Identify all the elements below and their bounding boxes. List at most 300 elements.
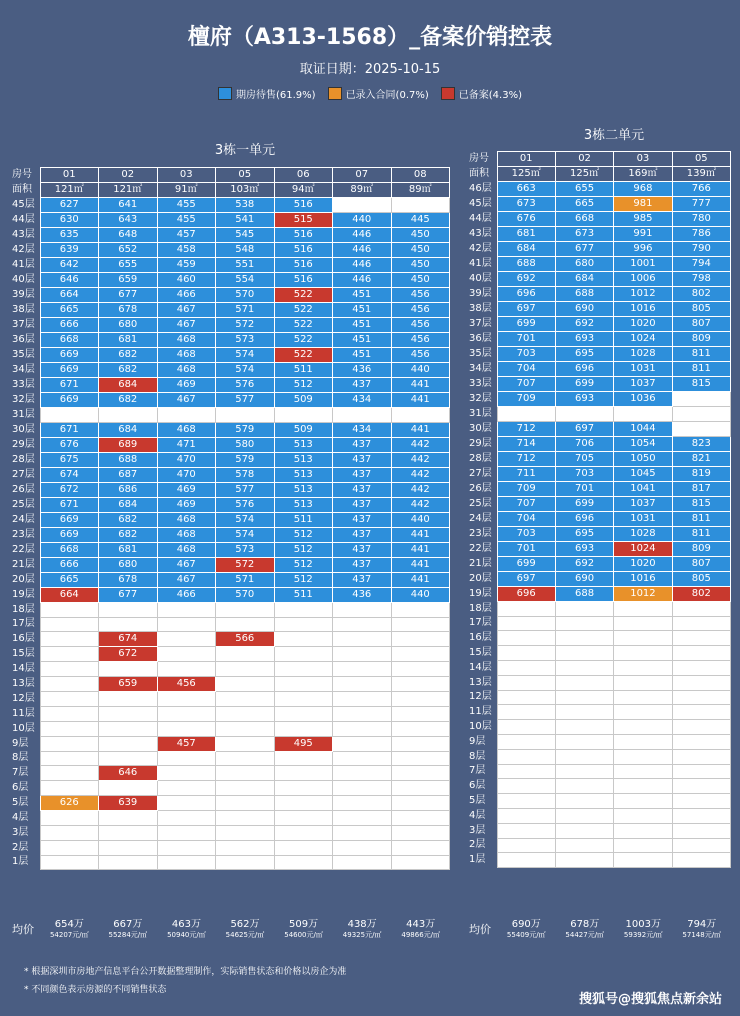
unit-cell-presale: 571 (216, 572, 275, 587)
unit-cell-presale: 669 (40, 348, 99, 363)
avg-cell (497, 915, 556, 940)
unit-cell-presale: 456 (391, 318, 450, 333)
row-label: 面积 (10, 183, 40, 198)
floor-row (10, 497, 450, 512)
unit-cell-empty (274, 647, 333, 662)
unit-cell-presale: 571 (216, 303, 275, 318)
unit-cell-presale: 680 (99, 557, 158, 572)
unit-cell-presale: 522 (274, 318, 333, 333)
unit-cell-presale: 512 (274, 527, 333, 542)
unit-cell-empty (614, 853, 672, 868)
unit-cell-filed: 457 (157, 736, 216, 751)
unit-cell-presale: 811 (672, 511, 730, 526)
unit-cell-presale: 450 (391, 228, 450, 243)
unit-cell-empty (672, 601, 730, 616)
unit-cell-presale: 468 (157, 363, 216, 378)
unit-cell-empty (614, 616, 672, 631)
unit-cell-presale: 576 (216, 497, 275, 512)
unit-cell-presale: 659 (99, 273, 158, 288)
floor-row (467, 616, 731, 631)
unit-cell-presale: 573 (216, 333, 275, 348)
avg-total-price: 438万 (347, 919, 377, 930)
unit-cell-presale: 682 (99, 512, 158, 527)
floor-label: 46层 (467, 182, 497, 197)
unit-cell-empty (99, 408, 158, 423)
unit-cell-presale: 688 (497, 257, 555, 272)
unit-cell-presale: 688 (555, 586, 613, 601)
unit-cell-presale: 666 (40, 557, 99, 572)
unit-cell-empty (333, 825, 392, 840)
unit-cell-presale: 574 (216, 363, 275, 378)
unit-cell-empty (672, 794, 730, 809)
unit-cell-presale: 695 (555, 526, 613, 541)
floor-label: 21层 (10, 557, 40, 572)
avg-total-price: 463万 (171, 919, 201, 930)
avg-total-price: 654万 (54, 919, 84, 930)
floor-label: 4层 (467, 808, 497, 823)
unit-cell-empty (333, 751, 392, 766)
floor-row (467, 392, 731, 407)
unit-cell-presale: 684 (99, 422, 158, 437)
unit-cell-empty (555, 764, 613, 779)
unit-cell-empty (391, 617, 450, 632)
floor-label: 28层 (467, 451, 497, 466)
floor-row (467, 332, 731, 347)
unit-cell-presale: 811 (672, 526, 730, 541)
unit-cell-presale: 790 (672, 242, 730, 257)
floor-row (10, 452, 450, 467)
floor-row (10, 512, 450, 527)
unit-cell-presale: 468 (157, 527, 216, 542)
unit-cell-presale: 707 (497, 496, 555, 511)
unit-cell-empty (99, 662, 158, 677)
unit-cell-empty (274, 751, 333, 766)
unit-area: 121㎡ (99, 183, 158, 198)
avg-unit-price: 49866元/㎡ (401, 931, 441, 939)
unit-cell-empty (555, 675, 613, 690)
unit-cell-presale: 455 (157, 213, 216, 228)
unit-cell-presale: 570 (216, 587, 275, 602)
unit-cell-empty (497, 705, 555, 720)
floor-label: 31层 (10, 408, 40, 423)
building-title-unit1: 3栋一单元 (214, 143, 276, 158)
unit-cell-empty (497, 720, 555, 735)
unit-cell-empty (497, 794, 555, 809)
unit-cell-presale: 456 (391, 288, 450, 303)
average-row-unit2 (467, 913, 731, 943)
unit-cell-presale: 699 (555, 377, 613, 392)
unit-cell-empty (40, 677, 99, 692)
unit-cell-presale: 665 (40, 303, 99, 318)
unit-cell-presale: 1054 (614, 436, 672, 451)
unit-cell-empty (672, 853, 730, 868)
unit-cell-presale: 668 (40, 333, 99, 348)
unit-cell-presale: 1016 (614, 302, 672, 317)
floor-label: 35层 (10, 348, 40, 363)
floor-row (467, 466, 731, 481)
unit-cell-presale: 456 (391, 333, 450, 348)
unit-cell-presale: 699 (497, 556, 555, 571)
unit-cell-empty (333, 662, 392, 677)
floor-label: 9层 (10, 736, 40, 751)
floor-label: 3层 (10, 825, 40, 840)
avg-cell (673, 915, 732, 940)
legend-swatch-blue (218, 87, 232, 100)
unit-cell-presale: 714 (497, 436, 555, 451)
unit-cell-presale: 688 (555, 287, 613, 302)
unit-cell-empty (497, 779, 555, 794)
unit-area: 125㎡ (555, 167, 613, 182)
floor-row (467, 541, 731, 556)
floor-row (10, 825, 450, 840)
unit-cell-presale: 690 (555, 302, 613, 317)
unit-cell-presale: 437 (333, 542, 392, 557)
unit-cell-presale: 541 (216, 213, 275, 228)
unit-cell-presale: 445 (391, 213, 450, 228)
unit-cell-presale: 706 (555, 436, 613, 451)
unit-cell-presale: 680 (99, 318, 158, 333)
unit-cell-presale: 451 (333, 288, 392, 303)
unit-cell-presale: 673 (555, 227, 613, 242)
unit-cell-empty (391, 825, 450, 840)
unit-cell-empty (274, 662, 333, 677)
unit-cell-empty (99, 602, 158, 617)
unit-cell-presale: 469 (157, 378, 216, 393)
unit-cell-presale: 451 (333, 318, 392, 333)
floor-label: 45层 (10, 198, 40, 213)
avg-unit-price: 49325元/㎡ (342, 931, 382, 939)
unit-cell-empty (555, 631, 613, 646)
unit-cell-presale: 672 (40, 482, 99, 497)
unit-cell-empty (614, 720, 672, 735)
unit-cell-presale: 707 (497, 377, 555, 392)
unit-cell-presale: 701 (497, 332, 555, 347)
license-date: 取证日期：2025-10-15 (299, 62, 441, 77)
unit-cell-presale: 680 (555, 257, 613, 272)
floor-label: 16层 (467, 631, 497, 646)
unit-number: 05 (672, 152, 730, 167)
floor-label: 24层 (10, 512, 40, 527)
unit-cell-empty (274, 825, 333, 840)
floor-label: 10层 (467, 720, 497, 735)
unit-cell-filed: 1024 (614, 541, 672, 556)
unit-cell-empty (555, 853, 613, 868)
unit-cell-empty (274, 721, 333, 736)
unit-cell-presale: 1016 (614, 571, 672, 586)
unit-cell-presale: 437 (333, 512, 392, 527)
unit-cell-presale: 577 (216, 393, 275, 408)
unit-cell-presale: 512 (274, 572, 333, 587)
legend-item-presale (218, 86, 316, 101)
unit-cell-empty (157, 602, 216, 617)
unit-cell-empty (391, 632, 450, 647)
unit-cell-presale: 798 (672, 272, 730, 287)
unit-cell-empty (274, 692, 333, 707)
unit-cell-empty (40, 766, 99, 781)
floor-row (10, 662, 450, 677)
floor-row (10, 422, 450, 437)
unit-cell-presale: 455 (157, 198, 216, 213)
unit-cell-empty (614, 660, 672, 675)
unit-cell-empty (672, 779, 730, 794)
unit-cell-presale: 627 (40, 198, 99, 213)
floor-label: 33层 (10, 378, 40, 393)
unit-cell-empty (40, 781, 99, 796)
unit-cell-empty (497, 838, 555, 853)
unit-cell-empty (497, 764, 555, 779)
unit-cell-empty (497, 407, 555, 422)
unit-cell-presale: 437 (333, 467, 392, 482)
floor-row (10, 542, 450, 557)
unit-cell-empty (216, 647, 275, 662)
unit-cell-presale: 815 (672, 377, 730, 392)
unit-cell-presale: 509 (274, 422, 333, 437)
unit-cell-presale: 446 (333, 228, 392, 243)
unit-cell-empty (157, 721, 216, 736)
unit-cell-presale: 666 (40, 318, 99, 333)
unit-cell-presale: 446 (333, 273, 392, 288)
unit-cell-filed: 456 (157, 677, 216, 692)
floor-row (467, 197, 731, 212)
unit-cell-filed: 689 (99, 437, 158, 452)
unit-number: 02 (99, 168, 158, 183)
unit-cell-empty (497, 631, 555, 646)
unit-cell-empty (333, 632, 392, 647)
unit-cell-presale: 669 (40, 527, 99, 542)
unit-number: 03 (614, 152, 672, 167)
floor-label: 39层 (467, 287, 497, 302)
unit-cell-presale: 522 (274, 333, 333, 348)
floor-label: 44层 (10, 213, 40, 228)
unit-cell-empty (99, 781, 158, 796)
unit-cell-presale: 437 (333, 527, 392, 542)
floor-row (10, 617, 450, 632)
unit-cell-empty (614, 734, 672, 749)
unit-cell-presale: 442 (391, 437, 450, 452)
unit-cell-empty (555, 720, 613, 735)
floor-label: 7层 (467, 764, 497, 779)
unit-cell-empty (672, 808, 730, 823)
unit-cell-empty (99, 736, 158, 751)
unit-cell-empty (99, 617, 158, 632)
unit-cell-empty (672, 631, 730, 646)
floor-row (10, 348, 450, 363)
unit-cell-presale: 511 (274, 363, 333, 378)
unit-cell-filed: 646 (99, 766, 158, 781)
floor-label: 37层 (467, 317, 497, 332)
unit-cell-presale: 554 (216, 273, 275, 288)
floor-row (467, 182, 731, 197)
unit-cell-presale: 693 (555, 541, 613, 556)
unit-cell-presale: 985 (614, 212, 672, 227)
floor-row (467, 690, 731, 705)
unit-cell-presale: 437 (333, 572, 392, 587)
unit-cell-presale: 1031 (614, 511, 672, 526)
unit-cell-presale: 442 (391, 482, 450, 497)
unit-cell-empty (333, 781, 392, 796)
unit-cell-presale: 441 (391, 542, 450, 557)
floor-label: 4层 (10, 811, 40, 826)
floor-row (467, 421, 731, 436)
floor-label: 14层 (467, 660, 497, 675)
unit-cell-empty (614, 823, 672, 838)
floor-label: 38层 (467, 302, 497, 317)
unit-cell-presale: 512 (274, 542, 333, 557)
unit-cell-empty (157, 766, 216, 781)
unit-cell-presale: 996 (614, 242, 672, 257)
unit-cell-empty (40, 706, 99, 721)
footnote: * 根据深圳市房地产信息平台公开数据整理制作，实际销售状态和价格以房企为准 (24, 967, 347, 977)
unit-cell-empty (216, 825, 275, 840)
floor-label: 30层 (10, 422, 40, 437)
avg-total-price: 562万 (230, 919, 260, 930)
avg-total-price: 794万 (687, 919, 717, 930)
unit-cell-presale: 794 (672, 257, 730, 272)
floor-row (10, 572, 450, 587)
unit-cell-presale: 652 (99, 243, 158, 258)
unit-cell-presale: 470 (157, 467, 216, 482)
avg-unit-price: 54427元/㎡ (565, 931, 605, 939)
unit-cell-presale: 441 (391, 378, 450, 393)
unit-cell-empty (391, 766, 450, 781)
floor-label: 41层 (10, 258, 40, 273)
floor-label: 27层 (10, 467, 40, 482)
unit-cell-presale: 513 (274, 482, 333, 497)
unit-cell-empty (614, 690, 672, 705)
unit-cell-presale: 467 (157, 557, 216, 572)
unit-cell-presale: 641 (99, 198, 158, 213)
unit-cell-filed: 522 (274, 348, 333, 363)
unit-cell-empty (614, 764, 672, 779)
unit-cell-filed: 802 (672, 586, 730, 601)
unit-cell-presale: 442 (391, 497, 450, 512)
floor-row (467, 496, 731, 511)
unit-cell-presale: 677 (555, 242, 613, 257)
unit-cell-contract: 626 (40, 796, 99, 811)
unit-cell-empty (274, 706, 333, 721)
average-row-unit1 (10, 913, 450, 943)
unit-cell-presale: 1041 (614, 481, 672, 496)
floor-row (10, 273, 450, 288)
unit-cell-presale: 687 (99, 467, 158, 482)
floor-row (467, 779, 731, 794)
unit-cell-empty (672, 705, 730, 720)
unit-cell-empty (40, 736, 99, 751)
unit-cell-presale: 513 (274, 452, 333, 467)
unit-cell-empty (274, 781, 333, 796)
floor-row (10, 243, 450, 258)
avg-unit-price: 54600元/㎡ (284, 931, 323, 939)
unit-cell-presale: 441 (391, 527, 450, 542)
unit-cell-presale: 468 (157, 348, 216, 363)
unit-cell-empty (555, 779, 613, 794)
unit-cell-filed: 672 (99, 647, 158, 662)
floor-label: 11层 (467, 705, 497, 720)
avg-unit-price: 50940元/㎡ (167, 931, 206, 939)
legend-label: 期房待售(61.9%) (235, 90, 316, 101)
unit-cell-empty (333, 721, 392, 736)
unit-cell-empty (274, 840, 333, 855)
floor-row (467, 287, 731, 302)
unit-cell-presale: 696 (555, 511, 613, 526)
floor-row (10, 303, 450, 318)
unit-cell-empty (99, 825, 158, 840)
unit-cell-filed: 495 (274, 736, 333, 751)
floor-row (467, 317, 731, 332)
legend (0, 86, 740, 101)
floor-label: 5层 (10, 796, 40, 811)
unit-cell-presale: 470 (157, 452, 216, 467)
floor-row (467, 631, 731, 646)
unit-cell-presale: 574 (216, 527, 275, 542)
unit-cell-empty (614, 838, 672, 853)
unit-cell-empty (157, 840, 216, 855)
unit-cell-empty (391, 677, 450, 692)
floor-label: 25层 (467, 496, 497, 511)
unit-cell-empty (216, 692, 275, 707)
floor-label: 26层 (10, 482, 40, 497)
unit-cell-presale: 991 (614, 227, 672, 242)
unit-cell-empty (391, 781, 450, 796)
unit-area: 125㎡ (497, 167, 555, 182)
floor-label: 8层 (467, 749, 497, 764)
floor-label: 41层 (467, 257, 497, 272)
sales-table-unit2 (467, 151, 731, 868)
unit-cell-empty (274, 677, 333, 692)
floor-row (467, 481, 731, 496)
unit-cell-presale: 696 (497, 287, 555, 302)
floor-label: 8层 (10, 751, 40, 766)
unit-cell-presale: 538 (216, 198, 275, 213)
unit-cell-empty (216, 706, 275, 721)
unit-cell-presale: 511 (274, 512, 333, 527)
floor-label: 12层 (10, 692, 40, 707)
unit-cell-presale: 811 (672, 362, 730, 377)
unit-cell-presale: 682 (99, 393, 158, 408)
floor-label: 18层 (467, 601, 497, 616)
unit-cell-filed: 659 (99, 677, 158, 692)
unit-cell-filed: 696 (497, 586, 555, 601)
unit-cell-empty (497, 808, 555, 823)
unit-cell-empty (497, 646, 555, 661)
unit-cell-presale: 678 (99, 303, 158, 318)
unit-cell-presale: 450 (391, 258, 450, 273)
legend-swatch-orange (328, 87, 342, 100)
unit-cell-presale: 676 (40, 437, 99, 452)
unit-cell-presale: 570 (216, 288, 275, 303)
avg-cell (391, 915, 450, 940)
floor-label: 39层 (10, 288, 40, 303)
unit-cell-presale: 684 (99, 497, 158, 512)
unit-cell-empty (391, 602, 450, 617)
unit-area: 91㎡ (157, 183, 216, 198)
unit-cell-empty (391, 811, 450, 826)
floor-label: 40层 (467, 272, 497, 287)
unit-cell-empty (40, 408, 99, 423)
unit-cell-empty (274, 796, 333, 811)
unit-cell-presale: 786 (672, 227, 730, 242)
unit-cell-presale: 671 (40, 422, 99, 437)
floor-row (467, 646, 731, 661)
unit-cell-presale: 692 (555, 317, 613, 332)
unit-cell-empty (497, 675, 555, 690)
unit-cell-presale: 665 (555, 197, 613, 212)
row-label: 房号 (10, 168, 40, 183)
unit-area: 103㎡ (216, 183, 275, 198)
unit-cell-empty (672, 764, 730, 779)
floor-row (467, 660, 731, 675)
unit-cell-presale: 579 (216, 422, 275, 437)
